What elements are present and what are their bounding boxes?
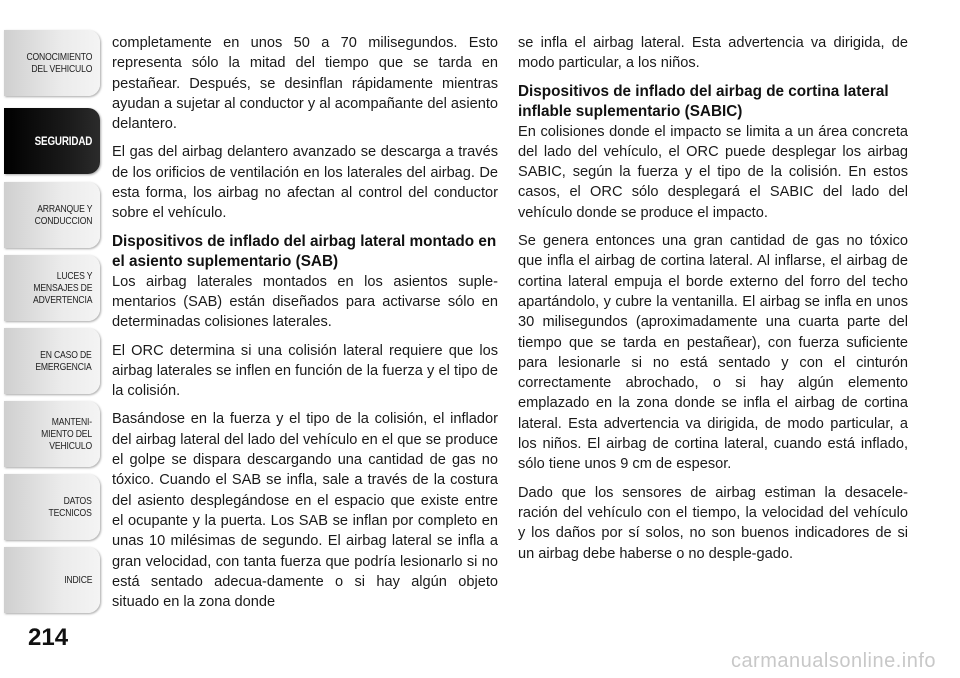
tab-label: DATOS TECNICOS <box>48 495 92 519</box>
section-heading: Dispositivos de inflado del airbag lateral montado en el asiento suplementario (SAB) <box>112 232 497 270</box>
tab-label: LUCES Y MENSAJES DE ADVERTENCIA <box>32 270 92 306</box>
tab-label: SEGURIDAD <box>34 134 92 148</box>
paragraph: se infla el airbag lateral. Esta advertencia va dirigida, de modo particular, a los niños. <box>518 35 908 72</box>
paragraph: El gas del airbag delantero avanzado se descarga a través de los orificios de ventilación en los laterales del airbag. De esta forma, los airbag no afectan al control del conductor sobre el vehículo. <box>112 144 498 222</box>
tab-mantenimiento-del-vehiculo[interactable] <box>4 401 100 467</box>
tab-en-caso-de-emergencia[interactable] <box>4 328 100 394</box>
tab-label: ARRANQUE Y CONDUCCION <box>34 203 92 227</box>
tab-label: EN CASO DE EMERGENCIA <box>35 349 92 373</box>
tab-luces-y-mensajes[interactable] <box>4 255 100 321</box>
tab-arranque-y-conduccion[interactable] <box>4 182 100 248</box>
paragraph: Basándose en la fuerza y el tipo de la colisión, el inflador del airbag lateral del lado del vehículo en el que se produce el golpe se dispara descargando una cantidad de gas no tóxico. Cuando el SAB se infla, sale a través de la costura del asiento desplegándose en el espacio que existe entre el ocupante y la puerta. Los SAB se inflan por completo en unas 10 milésimas de segundo. El airbag lateral se infla a gran velocidad, con tanta fuerza que podría lesionarlo si no está sentado adecua-damente o si hay algún objeto situado en la zona donde <box>112 411 498 611</box>
tab-label: MANTENI- MIENTO DEL VEHICULO <box>41 416 92 452</box>
paragraph: completamente en unos 50 a 70 milisegundos. Esto representa sólo la mitad del tiempo que se tarda en pestañear. Después, se desinflan rápidamente mientras ayudan a sujetar al conductor y al acompañante del asiento delantero. <box>112 35 498 133</box>
watermark: carmanualsonline.info <box>730 650 936 672</box>
paragraph: El ORC determina si una colisión lateral requiere que los airbag laterales se inflen en función de la fuerza y el tipo de la colisión. <box>112 342 498 400</box>
paragraph: Se genera entonces una gran cantidad de gas no tóxico que infla el airbag de cortina lateral. Al inflarse, el airbag de cortina lateral empuja el borde externo del forro del techo apartándolo, y cubre la ventanilla. El airbag se infla en unos 30 milisegundos (aproximadamente una cuarta parte del tiempo que se tarda en pestañear), con fuerza suficiente para lesionarle si no está sentado y con el cinturón correctamente abrochado, o si hay algún elemento emplazado en la zona donde se infla el airbag de cortina lateral. Esta advertencia va dirigida, de modo particular, a los niños. El airbag de cortina lateral, cuando está inflado, sólo tiene unos 9 cm de espesor. <box>518 233 908 473</box>
page-number: 214 <box>28 624 69 651</box>
paragraph: En colisiones donde el impacto se limita a un área concreta del lado del vehículo, el ORC puede desplegar los airbag SABIC, según la fuerza y el tipo de la colisión. En estos casos, el ORC sólo desplegará el SABIC del lado del vehículo donde se produce el impacto. <box>518 123 908 221</box>
tab-conocimiento-del-vehiculo[interactable] <box>4 30 100 96</box>
section-heading: Dispositivos de inflado del airbag de cortina lateral inflable suplementario (SABIC) <box>518 82 889 120</box>
right-column <box>518 33 908 572</box>
tab-label: CONOCIMIENTO DEL VEHICULO <box>26 51 92 75</box>
left-column <box>112 33 498 620</box>
section-sidebar <box>0 0 104 678</box>
paragraph: Dado que los sensores de airbag estiman la desacele-ración del vehículo con el tiempo, la velocidad del vehículo y los daños por sí solos, no son buenos indicadores de si un airbag debe haberse o no desple-gado. <box>518 484 908 562</box>
tab-label: INDICE <box>63 574 92 586</box>
tab-seguridad[interactable] <box>4 108 100 174</box>
tab-indice[interactable] <box>4 547 100 613</box>
paragraph: Los airbag laterales montados en los asientos suple-mentarios (SAB) están diseñados para activarse sólo en determinadas colisiones laterales. <box>112 273 498 331</box>
tab-datos-tecnicos[interactable] <box>4 474 100 540</box>
